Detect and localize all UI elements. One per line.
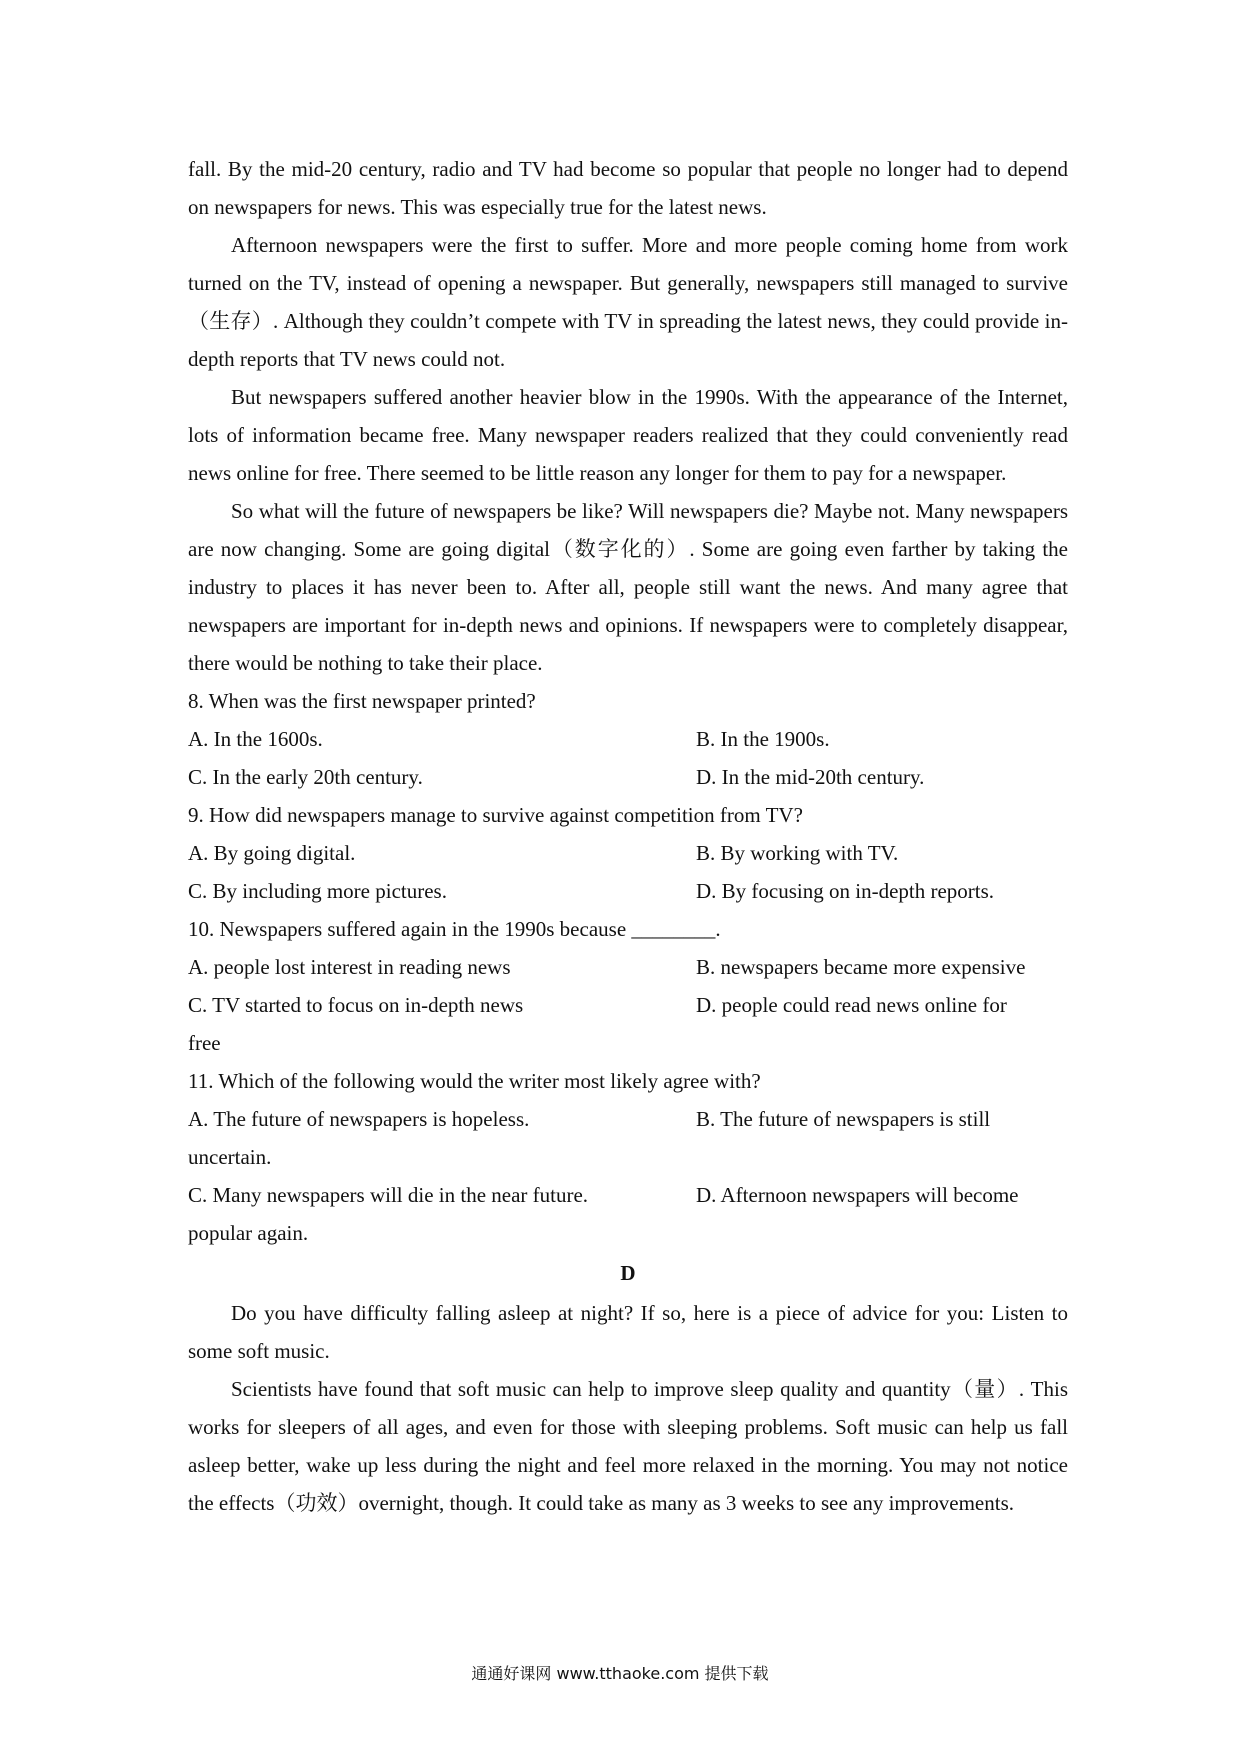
passage-d-paragraph-1: Do you have difficulty falling asleep at night? If so, here is a piece of advice for you: Listen to some soft music. <box>188 1301 1068 1363</box>
question-10-stem: 10. Newspapers suffered again in the 1990s because ________. <box>188 917 721 941</box>
question-10-option-a: A. people lost interest in reading news <box>188 955 511 979</box>
question-10-option-c: C. TV started to focus on in-depth news <box>188 993 524 1017</box>
question-10-option-b: B. newspapers became more expensive <box>696 955 1026 979</box>
passage-c-paragraph-4: So what will the future of newspapers be like? Will newspapers die? Maybe not. Many newspapers are now changing. Some are going digital（数字化的）. Some are going even farther by taking the industry to places it has never been to. After all, people still want the news. And many agree that newspapers are important for in-depth news and opinions. If newspapers were to completely disappear, there would be nothing to take their place. <box>188 499 1068 675</box>
question-8-stem: 8. When was the first newspaper printed? <box>188 689 536 713</box>
page-footer: 通通好课网 www.tthaoke.com 提供下载 <box>471 1664 769 1683</box>
question-11-option-c: C. Many newspapers will die in the near future. <box>188 1183 589 1207</box>
question-9-option-d: D. By focusing on in-depth reports. <box>696 879 995 903</box>
question-11-options-ab <box>188 1100 1068 1138</box>
passage-c-paragraph-3: But newspapers suffered another heavier blow in the 1990s. With the appearance of the Internet, lots of information became free. Many newspaper readers realized that they could conveniently read news online for free. There seemed to be little reason any longer for them to pay for a newspaper. <box>188 385 1068 485</box>
question-9-option-b: B. By working with TV. <box>696 841 899 865</box>
passage-c-paragraph-2: Afternoon newspapers were the first to suffer. More and more people coming home from work turned on the TV, instead of opening a newspaper. But generally, newspapers still managed to survive（生存）. Although they couldn’t compete with TV in spreading the latest news, they could provide in-depth reports that TV news could not. <box>188 233 1068 371</box>
section-heading-d: D <box>620 1261 636 1285</box>
question-9-stem: 9. How did newspapers manage to survive against competition from TV? <box>188 803 803 827</box>
passage-c-paragraph-1: fall. By the mid-20 century, radio and TV had become so popular that people no longer had to depend on newspapers for news. This was especially true for the latest news. <box>188 157 1068 219</box>
question-10-option-d: D. people could read news online for <box>696 993 1007 1017</box>
question-10-options <box>188 948 1068 1024</box>
question-8-options <box>188 720 1068 796</box>
question-11 <box>188 1062 1068 1252</box>
question-11-option-a: A. The future of newspapers is hopeless. <box>188 1107 530 1131</box>
question-9 <box>188 796 1068 910</box>
question-9-option-a: A. By going digital. <box>188 841 356 865</box>
question-8-option-a: A. In the 1600s. <box>188 727 323 751</box>
question-11-options-cd <box>188 1176 1068 1214</box>
question-8-option-b: B. In the 1900s. <box>696 727 830 751</box>
document-page <box>188 150 1068 1522</box>
question-8-option-d: D. In the mid-20th century. <box>696 765 925 789</box>
question-11-option-b-continuation: uncertain. <box>188 1145 272 1169</box>
question-8-option-c: C. In the early 20th century. <box>188 765 423 789</box>
question-11-stem: 11. Which of the following would the writer most likely agree with? <box>188 1069 761 1093</box>
question-10 <box>188 910 1068 1062</box>
question-11-option-d-continuation: popular again. <box>188 1221 309 1245</box>
question-9-options <box>188 834 1068 910</box>
question-10-option-d-continuation: free <box>188 1031 221 1055</box>
question-11-option-b: B. The future of newspapers is still <box>696 1107 991 1131</box>
question-11-option-d: D. Afternoon newspapers will become <box>696 1183 1019 1207</box>
question-9-option-c: C. By including more pictures. <box>188 879 447 903</box>
question-8 <box>188 682 1068 796</box>
passage-d-paragraph-2: Scientists have found that soft music can help to improve sleep quality and quantity（量）. This works for sleepers of all ages, and even for those with sleeping problems. Soft music can help us fall asleep better, wake up less during the night and feel more relaxed in the morning. You may not notice the effects（功效）overnight, though. It could take as many as 3 weeks to see any improvements. <box>188 1377 1068 1515</box>
